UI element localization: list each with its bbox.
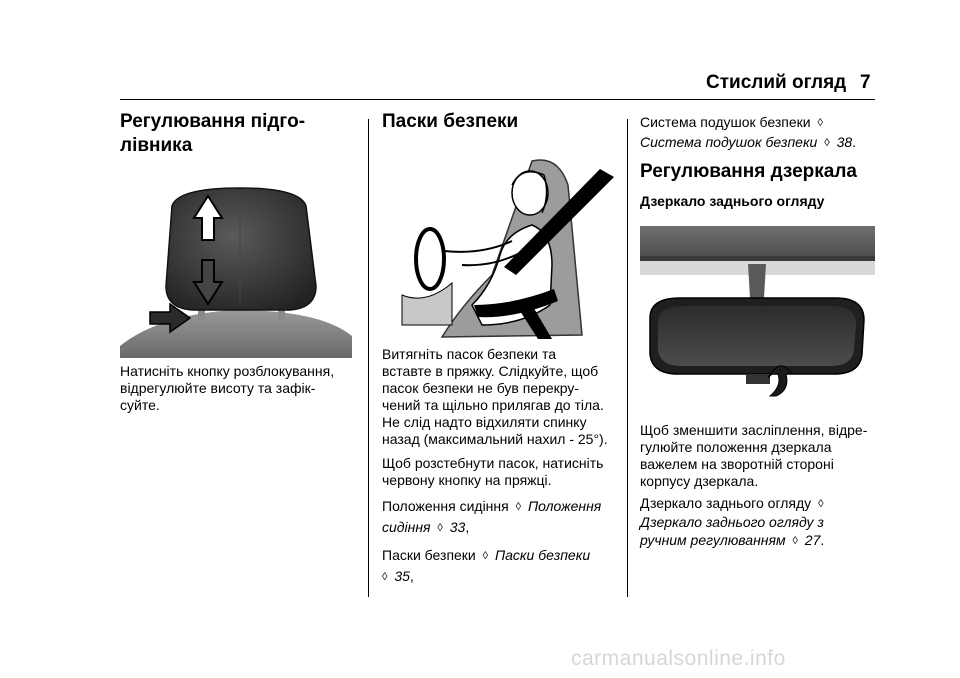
- reference-icon: ◊: [482, 550, 489, 562]
- headrest-instructions: Натисніть кнопку розблокування, відрегулюйте висоту та зафік- суйте.: [120, 363, 335, 413]
- reference-icon: ◊: [792, 535, 798, 547]
- page-ref-35[interactable]: 35: [394, 568, 410, 584]
- page-ref-33[interactable]: 33: [449, 519, 466, 535]
- page-ref-38[interactable]: 38: [836, 134, 853, 150]
- airbag-reference[interactable]: Система подушок безпеки ◊ Система подушок безпеки ◊ 38.: [640, 114, 857, 150]
- mirror-instructions: Щоб зменшити засліплення, відре- гулюйте положення дзеркала важелем на зворотній стороні корпусу дзеркала.: [640, 422, 868, 489]
- mirror-heading: Регулювання дзеркала: [640, 161, 857, 182]
- seat-belt-text: [382, 346, 622, 587]
- seat-belt-paragraph-2: Щоб розстебнути пасок, натисніть червону кнопку на пряжці.: [382, 455, 604, 488]
- mirror-reference[interactable]: Дзеркало заднього огляду ◊ Дзеркало заднього огляду з ручним регулюванням ◊ 27.: [640, 495, 825, 548]
- seat-belt-illustration: [382, 155, 614, 339]
- reference-icon: ◊: [515, 501, 522, 513]
- rearview-mirror-illustration: [640, 226, 875, 412]
- headrest-illustration: [120, 186, 352, 358]
- reference-icon: ◊: [824, 137, 830, 149]
- seat-belts-heading: Паски безпеки: [382, 111, 519, 132]
- page-section-title: Стислий огляд: [706, 72, 847, 93]
- seat-position-reference[interactable]: Положення сидіння ◊ Положення сидіння ◊ 33,: [382, 498, 602, 535]
- header-rule: [120, 99, 875, 100]
- rearview-mirror-subheading: Дзеркало заднього огляду: [640, 193, 825, 209]
- column-divider-2: [627, 119, 628, 597]
- seat-belt-paragraph-1: Витягніть пасок безпеки та вставте в пряжку. Слідкуйте, щоб пасок безпеки не був перекру- чений та щільно прилягав до тіла. Не слід надто відхиляти спинку назад (максимальний нахил - 25°).: [382, 346, 608, 447]
- reference-icon: ◊: [437, 522, 443, 534]
- page-ref-27[interactable]: 27: [804, 532, 821, 548]
- reference-icon: ◊: [817, 117, 823, 129]
- headrest-heading: Регулювання підго- лівника: [120, 111, 306, 156]
- reference-icon: ◊: [818, 498, 824, 510]
- seat-belt-reference[interactable]: Паски безпеки ◊ Паски безпеки ◊ 35,: [382, 547, 591, 584]
- watermark: carmanualsonline.info: [571, 647, 786, 670]
- column-divider-1: [368, 119, 369, 597]
- reference-icon: ◊: [382, 571, 388, 583]
- page-number: 7: [860, 72, 871, 93]
